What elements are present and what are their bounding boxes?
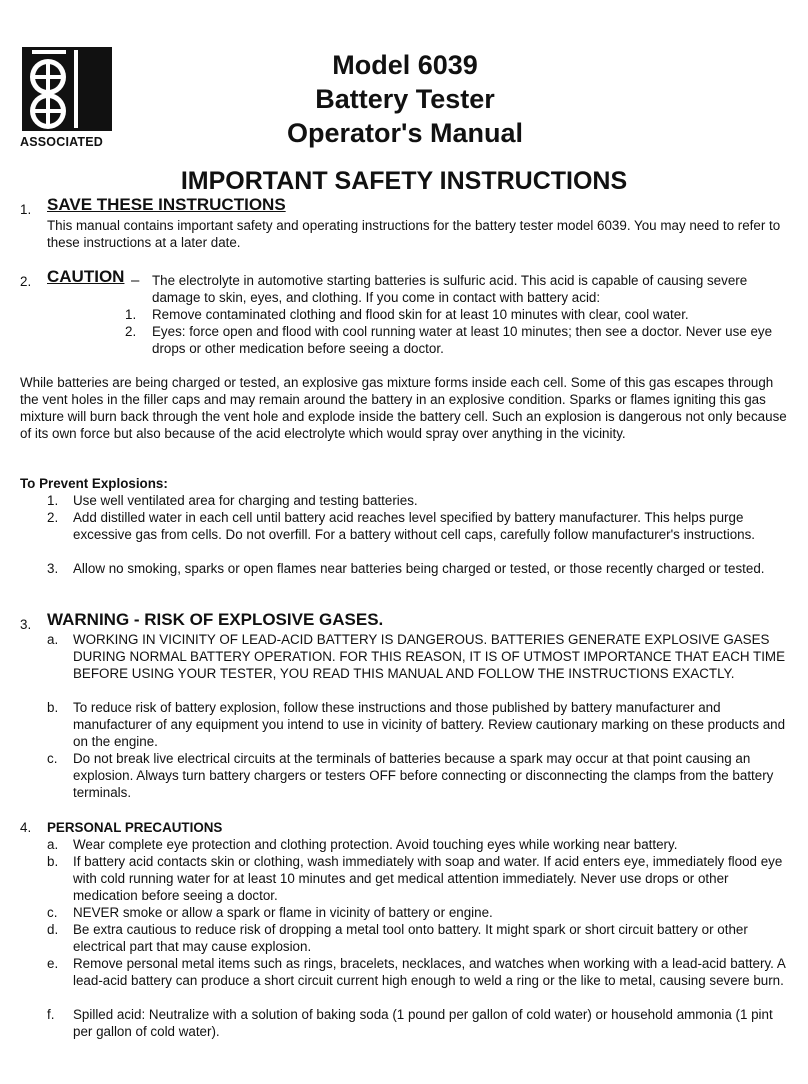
section2-intro: The electrolyte in automotive starting batteries is sulfuric acid. This acid is capable of causing severe damage to skin, eyes, and clothing. If you come in contact with battery acid: (152, 273, 748, 305)
section3-heading: WARNING - RISK OF EXPLOSIVE GASES. (47, 610, 384, 629)
logo-text: ASSOCIATED (20, 135, 104, 149)
prevent-heading: To Prevent Explosions: (20, 476, 168, 491)
section3-number: 3. (20, 617, 32, 632)
manual-page: ASSOCIATED Model 6039 Battery Tester Operator's Manual IMPORTANT SAFETY INSTRUCTIONS 1. SAVE THESE INSTRUCTIONS This manual contains important safety and operating instructions for the battery tester model 6039. You may need to refer to these instructions at a later date. 2. CAUTION – The electrolyte in automotive starting batteries is sulfuric acid. This acid is capable of causing severe damage to skin, eyes, and clothing. If you come in contact with battery acid: 1. Remove contaminated clothing and flood skin for at least 10 minutes with clear, cool water. 2. Eyes: force open and flood with cool running water at least 10 minutes; then see a doctor. Never use eye drops or other medication before seeing a doctor. While batteries are being charged or tested, an explosive gas mixture forms inside each cell. Some of this gas escapes through the vent holes in the filler caps and may remain around the battery in an explosive condition. Sparks or flames igniting this gas mixture will burn back through the vent hole and explode inside the battery cell. Such an explosion is dangerous not only because of its own force but also because of the acid electrolyte which would spray over anything in the vicinity. To Prevent Explosions: 1. Use well ventilated area for charging and testing batteries. 2. Add distilled water in each cell until battery acid reaches level specified by battery manufacturer. This helps purge excessive gas from cells. Do not overfill. For a battery without cell caps, carefully follow manufacturer's instructions. 3. Allow no smoking, sparks or open flames near batteries being charged or tested, or those recently charged or tested. 3. WARNING - RISK OF EXPLOSIVE GASES. a. WORKING IN VICINITY OF LEAD-ACID BATTERY IS DANGEROUS. BATTERIES GENERATE EXPLOSIVE GASES DURING NORMAL BATTERY OPERATION. FOR THIS REASON, IT IS OF UTMOST IMPORTANCE THAT EACH TIME BEFORE USING YOUR TESTER, YOU READ THIS MANUAL AND FOLLOW THE INSTRUCTIONS EXACTLY. b. To reduce risk of battery explosion, follow these instructions and those published by battery manufacturer and manufacturer of any equipment you intend to use in vicinity of battery. Review cautionary marking on these products and on the engine. c. Do not break live electrical circuits at the terminals of batteries because a spark may occur at that point causing an explosion. Always turn battery chargers or testers OFF before connecting or disconnecting the clamps from the battery terminals. 4. PERSONAL PRECAUTIONS a. Wear complete eye protection and clothing protection. Avoid touching eyes while working near battery. b. If battery acid contacts skin or clothing, wash immediately with soap and water. If acid enters eye, immediately flood eye with cold running water for at least 10 minutes and get medical attention immediately. Never use drops or other medication before seeing a doctor. c. NEVER smoke or allow a spark or flame in vicinity of battery or engine. d. Be extra cautious to reduce risk of dropping a metal tool onto battery. It might spark or short circuit battery or other electrical part that may cause explosion. e. Remove personal metal items such as rings, bracelets, necklaces, and watches when working with a lead-acid battery. A lead-acid battery can produce a short circuit current high enough to weld a ring or the like to metal, causing severe burn. f. Spilled acid: Neutralize with a solution of baking soda (1 pound per gallon of cold water) or household ammonia (1 pint per gallon of cold water). (0, 0, 808, 1084)
section1-body: This manual contains important safety and operating instructions for the battery tester model 6039. You may need to refer to these instructions at a later date. (47, 218, 781, 250)
section1-number: 1. (20, 202, 32, 217)
explosion-paragraph: While batteries are being charged or tested, an explosive gas mixture forms inside each cell. Some of this gas escapes through the vent holes in the filler caps and may remain around the battery in an explosive condition. Sparks or flames igniting this gas mixture will burn back through the vent hole and explode inside the battery cell. Such an explosion is dangerous not only because of its own force but also because of the acid electrolyte which would spray over anything in the vicinity. (20, 375, 787, 441)
model-title: Model 6039 (332, 50, 478, 80)
product-title: Battery Tester (315, 84, 495, 114)
section4-heading: PERSONAL PRECAUTIONS (47, 820, 223, 835)
manual-title: Operator's Manual (287, 118, 523, 148)
section2-heading: CAUTION (47, 267, 125, 286)
section4-number: 4. (20, 820, 32, 835)
section2-number: 2. (20, 274, 32, 289)
associated-logo (22, 47, 114, 151)
section2-dash: – (131, 272, 140, 289)
section1-heading: SAVE THESE INSTRUCTIONS (47, 195, 286, 214)
main-title: IMPORTANT SAFETY INSTRUCTIONS (180, 167, 628, 195)
document-header (250, 48, 560, 150)
associated-logo-icon (22, 47, 112, 131)
